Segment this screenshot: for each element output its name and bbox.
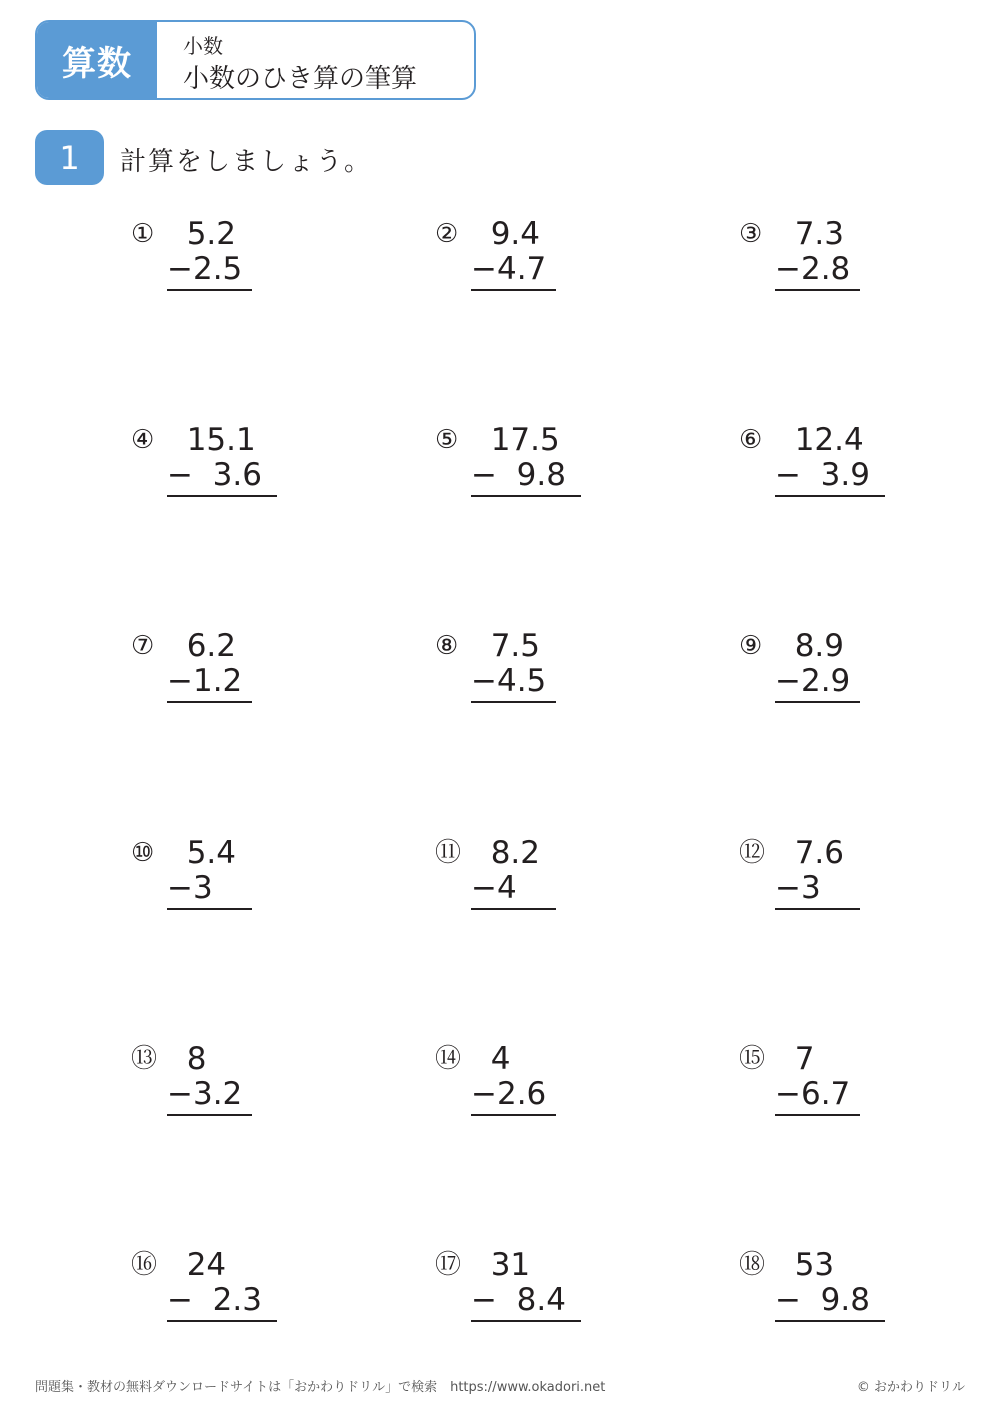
minuend: 53 xyxy=(775,1247,835,1283)
subtrahend: − 3.9 xyxy=(775,457,870,493)
minuend: 8.9 xyxy=(775,628,845,664)
minuend: 7.3 xyxy=(775,216,845,252)
problem-number: ① xyxy=(131,219,155,249)
unit-label: 小数 xyxy=(183,34,223,58)
problem-number: ⑤ xyxy=(435,425,459,455)
minuend: 24 xyxy=(167,1247,227,1283)
answer-line xyxy=(775,1320,885,1322)
problem-15 xyxy=(739,1041,979,1151)
answer-line xyxy=(471,495,581,497)
problem-number: ④ xyxy=(131,425,155,455)
subtrahend: − 2.3 xyxy=(167,1282,262,1318)
subtrahend: −3.2 xyxy=(167,1076,243,1112)
answer-line xyxy=(775,289,860,291)
subtrahend: −3 xyxy=(167,870,233,906)
subtrahend: − 9.8 xyxy=(775,1282,870,1318)
question-instruction: 計算をしましょう。 xyxy=(120,147,373,177)
subtrahend: −1.2 xyxy=(167,663,243,699)
answer-line xyxy=(471,701,556,703)
minuend: 9.4 xyxy=(471,216,541,252)
subtrahend: −4.5 xyxy=(471,663,547,699)
problem-number: ⑬ xyxy=(131,1044,158,1074)
problem-number: ② xyxy=(435,219,459,249)
problem-11 xyxy=(435,835,675,945)
worksheet-header xyxy=(35,20,476,100)
problem-number: ⑩ xyxy=(131,838,155,868)
footer-copyright: © おかわりドリル xyxy=(856,1380,965,1395)
problem-number: ⑫ xyxy=(739,838,766,868)
problem-10 xyxy=(131,835,371,945)
subtrahend: −4.7 xyxy=(471,251,547,287)
subtrahend: −2.8 xyxy=(775,251,851,287)
minuend: 31 xyxy=(471,1247,531,1283)
problem-number: ⑧ xyxy=(435,631,459,661)
answer-line xyxy=(167,495,277,497)
subtrahend: − 8.4 xyxy=(471,1282,566,1318)
problem-number: ⑥ xyxy=(739,425,763,455)
problem-number: ⑮ xyxy=(739,1044,766,1074)
minuend: 6.2 xyxy=(167,628,237,664)
minuend: 7.6 xyxy=(775,835,845,871)
minuend: 7 xyxy=(775,1041,815,1077)
question-number-badge: 1 xyxy=(35,130,104,185)
answer-line xyxy=(775,495,885,497)
subtrahend: − 9.8 xyxy=(471,457,566,493)
minuend: 15.1 xyxy=(167,422,256,458)
problem-number: ⑭ xyxy=(435,1044,462,1074)
answer-line xyxy=(167,1320,277,1322)
minuend: 8.2 xyxy=(471,835,541,871)
answer-line xyxy=(471,289,556,291)
answer-line xyxy=(775,701,860,703)
answer-line xyxy=(775,908,860,910)
problem-number: ⑱ xyxy=(739,1250,766,1280)
problem-3 xyxy=(739,216,979,326)
problem-1 xyxy=(131,216,371,326)
subtrahend: −4 xyxy=(471,870,537,906)
subtrahend: −3 xyxy=(775,870,841,906)
answer-line xyxy=(471,1320,581,1322)
answer-line xyxy=(167,701,252,703)
minuend: 5.2 xyxy=(167,216,237,252)
problem-14 xyxy=(435,1041,675,1151)
problem-6 xyxy=(739,422,979,532)
minuend: 5.4 xyxy=(167,835,237,871)
subtrahend: − 3.6 xyxy=(167,457,262,493)
problem-number: ③ xyxy=(739,219,763,249)
subtrahend: −6.7 xyxy=(775,1076,851,1112)
minuend: 8 xyxy=(167,1041,207,1077)
minuend: 7.5 xyxy=(471,628,541,664)
problem-8 xyxy=(435,628,675,738)
subtrahend: −2.6 xyxy=(471,1076,547,1112)
answer-line xyxy=(167,289,252,291)
problem-13 xyxy=(131,1041,371,1151)
worksheet-title: 小数のひき算の筆算 xyxy=(183,64,418,94)
problem-number: ⑨ xyxy=(739,631,763,661)
problem-number: ⑰ xyxy=(435,1250,462,1280)
problem-18 xyxy=(739,1247,979,1357)
problem-2 xyxy=(435,216,675,326)
subject-tab: 算数 xyxy=(37,22,157,98)
minuend: 17.5 xyxy=(471,422,560,458)
problem-12 xyxy=(739,835,979,945)
problem-number: ⑪ xyxy=(435,838,462,868)
minuend: 4 xyxy=(471,1041,511,1077)
subtrahend: −2.5 xyxy=(167,251,243,287)
minuend: 12.4 xyxy=(775,422,864,458)
problem-17 xyxy=(435,1247,675,1357)
answer-line xyxy=(167,1114,252,1116)
problem-4 xyxy=(131,422,371,532)
problem-16 xyxy=(131,1247,371,1357)
answer-line xyxy=(775,1114,860,1116)
problem-7 xyxy=(131,628,371,738)
answer-line xyxy=(167,908,252,910)
answer-line xyxy=(471,908,556,910)
footer-site-note: 問題集・教材の無料ダウンロードサイトは「おかわりドリル」で検索 https://www.okadori.net xyxy=(35,1380,606,1395)
subtrahend: −2.9 xyxy=(775,663,851,699)
problem-5 xyxy=(435,422,675,532)
problem-9 xyxy=(739,628,979,738)
problem-number: ⑯ xyxy=(131,1250,158,1280)
answer-line xyxy=(471,1114,556,1116)
problem-number: ⑦ xyxy=(131,631,155,661)
